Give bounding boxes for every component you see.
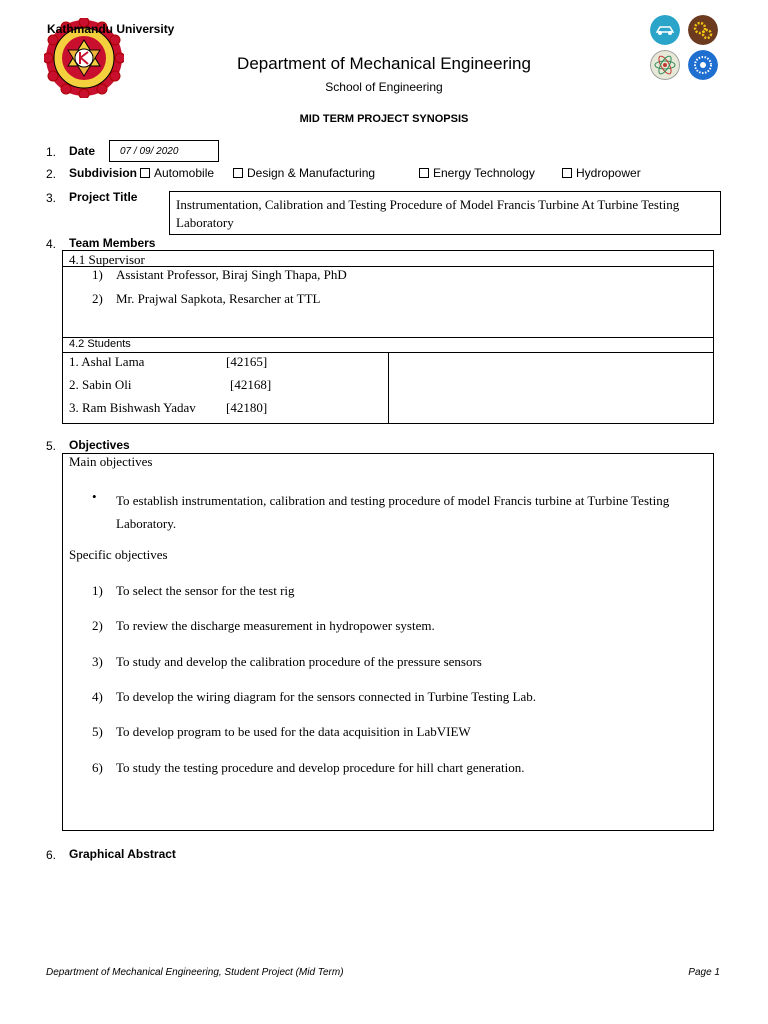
school-name: School of Engineering bbox=[325, 80, 443, 94]
specific-objective-number: 6) bbox=[92, 760, 103, 775]
project-title-field[interactable] bbox=[169, 191, 721, 235]
bullet-icon: • bbox=[92, 489, 97, 504]
turbine-icon bbox=[688, 50, 718, 80]
page-number: Page 1 bbox=[688, 967, 720, 978]
team-table bbox=[62, 250, 714, 424]
date-value: 07 / 09/ 2020 bbox=[120, 146, 179, 157]
main-objectives-heading: Main objectives bbox=[69, 454, 153, 469]
student-id: [42168] bbox=[230, 377, 272, 392]
divider bbox=[388, 352, 389, 423]
subdivision-option-energy[interactable]: Energy Technology bbox=[419, 166, 535, 180]
main-objective-item: To establish instrumentation, calibration and testing procedure of model Francis turbine at Turbine Testing Laboratory. bbox=[116, 493, 670, 531]
specific-objective-item: To review the discharge measurement in hydropower system. bbox=[116, 618, 435, 633]
supervisor-item: Assistant Professor, Biraj Singh Thapa, PhD bbox=[116, 267, 347, 282]
checkbox-icon bbox=[140, 168, 150, 178]
department-title: Department of Mechanical Engineering bbox=[237, 54, 531, 73]
objectives-box bbox=[62, 453, 714, 831]
specific-objective-number: 4) bbox=[92, 689, 103, 704]
subdivision-label: Subdivision bbox=[69, 166, 138, 180]
graphical-abstract-label: Graphical Abstract bbox=[69, 847, 176, 861]
student-id: [42180] bbox=[226, 400, 268, 415]
divider bbox=[63, 337, 713, 338]
objectives-number: 5. bbox=[46, 439, 57, 453]
supervisor-item-number: 2) bbox=[92, 291, 103, 306]
footer-text: Department of Mechanical Engineering, Student Project (Mid Term) bbox=[46, 967, 344, 978]
subdivision-option-automobile[interactable]: Automobile bbox=[140, 166, 214, 180]
checkbox-icon bbox=[419, 168, 429, 178]
supervisor-item: Mr. Prajwal Sapkota, Resarcher at TTL bbox=[116, 291, 321, 306]
date-field[interactable] bbox=[109, 140, 219, 162]
objectives-label: Objectives bbox=[69, 438, 130, 452]
project-title-label: Project Title bbox=[69, 190, 138, 204]
specific-objective-number: 3) bbox=[92, 654, 103, 669]
team-number: 4. bbox=[46, 237, 57, 251]
specific-objectives-heading: Specific objectives bbox=[69, 547, 168, 562]
subdivision-number: 2. bbox=[46, 167, 57, 181]
supervisor-heading: 4.1 Supervisor bbox=[69, 252, 145, 267]
checkbox-icon bbox=[562, 168, 572, 178]
specific-objective-number: 2) bbox=[92, 618, 103, 633]
team-label: Team Members bbox=[69, 236, 156, 250]
student-name: 1. Ashal Lama bbox=[69, 354, 145, 369]
date-number: 1. bbox=[46, 145, 57, 159]
student-name: 2. Sabin Oli bbox=[69, 377, 132, 392]
document-title: MID TERM PROJECT SYNOPSIS bbox=[299, 113, 469, 125]
university-name: Kathmandu University bbox=[47, 22, 175, 36]
date-label: Date bbox=[69, 144, 96, 158]
subdivision-option-design[interactable]: Design & Manufacturing bbox=[233, 166, 375, 180]
specific-objective-item: To develop program to be used for the data acquisition in LabVIEW bbox=[116, 724, 471, 739]
graphical-abstract-number: 6. bbox=[46, 848, 57, 862]
specific-objective-item: To study and develop the calibration procedure of the pressure sensors bbox=[116, 654, 482, 669]
student-name: 3. Ram Bishwash Yadav bbox=[69, 400, 196, 415]
automobile-icon bbox=[650, 15, 680, 45]
atom-icon bbox=[650, 50, 680, 80]
specific-objective-item: To study the testing procedure and develop procedure for hill chart generation. bbox=[116, 760, 525, 775]
students-heading: 4.2 Students bbox=[69, 338, 131, 350]
checkbox-icon bbox=[233, 168, 243, 178]
specific-objective-item: To develop the wiring diagram for the sensors connected in Turbine Testing Lab. bbox=[116, 689, 536, 704]
student-id: [42165] bbox=[226, 354, 268, 369]
supervisor-item-number: 1) bbox=[92, 267, 103, 282]
project-title-value: Instrumentation, Calibration and Testing Procedure of Model Francis Turbine At Turbine Testing Laboratory bbox=[176, 197, 680, 230]
subdivision-option-hydropower[interactable]: Hydropower bbox=[562, 166, 641, 180]
project-title-number: 3. bbox=[46, 191, 57, 205]
specific-objective-number: 5) bbox=[92, 724, 103, 739]
specific-objective-item: To select the sensor for the test rig bbox=[116, 583, 295, 598]
specific-objective-number: 1) bbox=[92, 583, 103, 598]
gears-icon bbox=[688, 15, 718, 45]
